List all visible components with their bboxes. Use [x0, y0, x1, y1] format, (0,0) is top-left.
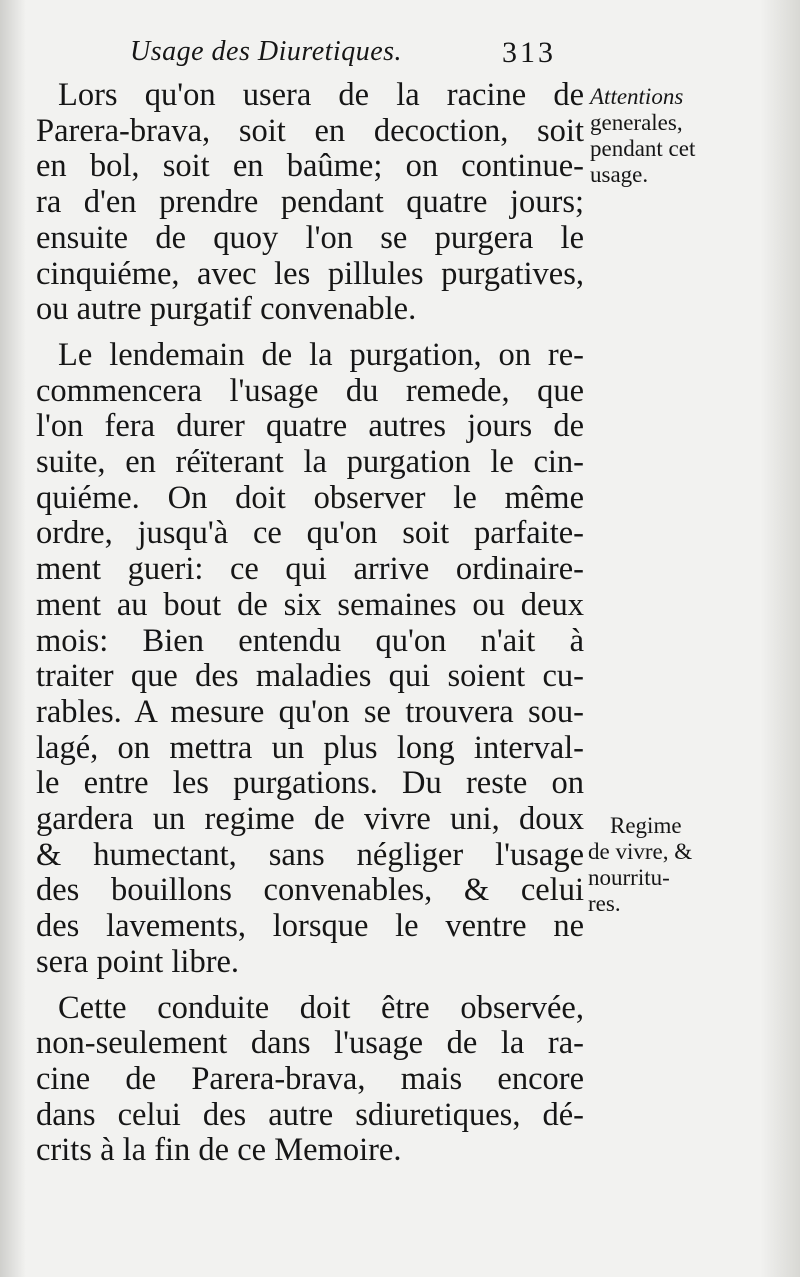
- text-line: lagé, on mettra un plus long interval-: [36, 729, 584, 766]
- text-line: sera point libre.: [36, 943, 240, 980]
- margin-note-line: res.: [588, 891, 621, 916]
- text-line: ou autre purgatif convenable.: [36, 291, 417, 328]
- main-text: [36, 78, 584, 1169]
- text-line: quiéme. On doit observer le même: [36, 479, 584, 516]
- text-line: le entre les purgations. Du reste on: [36, 765, 584, 802]
- text-line: ensuite de quoy l'on se purgera le: [36, 219, 584, 256]
- page-edge-right: [760, 0, 800, 1277]
- margin-note-regime: [588, 813, 728, 917]
- margin-note-line: nourritu-: [588, 865, 670, 890]
- text-line: crits à la fin de ce Memoire.: [36, 1132, 402, 1169]
- text-line: Cette conduite doit être observée,: [58, 989, 584, 1026]
- text-line: des lavements, lorsque le ventre ne: [36, 908, 584, 945]
- text-line: rables. A mesure qu'on se trouvera sou-: [36, 693, 584, 730]
- text-line: l'on fera durer quatre autres jours de: [36, 408, 584, 445]
- text-line: Lors qu'on usera de la racine de: [58, 77, 584, 113]
- text-line: mois: Bien entendu qu'on n'ait à: [36, 622, 584, 659]
- text-line: gardera un regime de vivre uni, doux: [36, 801, 584, 838]
- text-line: non-seulement dans l'usage de la ra-: [36, 1025, 584, 1062]
- page-header: [130, 36, 580, 76]
- paragraph-2: [36, 338, 584, 981]
- text-line: ra d'en prendre pendant quatre jours;: [36, 184, 584, 221]
- text-line: en bol, soit en baûme; on continue-: [36, 148, 584, 185]
- text-line: suite, en réïterant la purgation le cin-: [36, 444, 584, 481]
- text-line: & humectant, sans négliger l'usage: [36, 836, 584, 873]
- margin-note-line: usage.: [590, 162, 649, 187]
- text-line: ordre, jusqu'à ce qu'on soit parfaite-: [36, 515, 584, 552]
- text-line: commencera l'usage du remede, que: [36, 372, 584, 409]
- running-title: Usage des Diuretiques.: [130, 36, 403, 67]
- margin-note-line: de vivre, &: [588, 839, 693, 864]
- paragraph-3: [36, 991, 584, 1170]
- text-line: ment gueri: ce qui arrive ordinaire-: [36, 551, 584, 588]
- text-line: cinquiéme, avec les pillules purgatives,: [36, 255, 584, 292]
- text-line: cine de Parera-brava, mais encore: [36, 1060, 584, 1097]
- margin-note-attentions: [590, 84, 720, 188]
- page-edge-left: [0, 0, 26, 1277]
- margin-note-line: generales,: [590, 110, 683, 135]
- text-line: Le lendemain de la purgation, on re-: [58, 336, 584, 373]
- page-number: 313: [502, 36, 556, 69]
- text-line: Parera-brava, soit en decoction, soit: [36, 112, 584, 149]
- text-line: dans celui des autre sdiuretiques, dé-: [36, 1096, 584, 1133]
- paragraph-1: [36, 78, 584, 328]
- margin-note-line: Attentions: [590, 84, 684, 109]
- margin-note-line: pendant cet: [590, 136, 696, 161]
- text-line: ment au bout de six semaines ou deux: [36, 586, 584, 623]
- margin-note-line: Regime: [610, 813, 682, 838]
- text-line: des bouillons convenables, & celui: [36, 872, 584, 909]
- text-line: traiter que des maladies qui soient cu-: [36, 658, 584, 695]
